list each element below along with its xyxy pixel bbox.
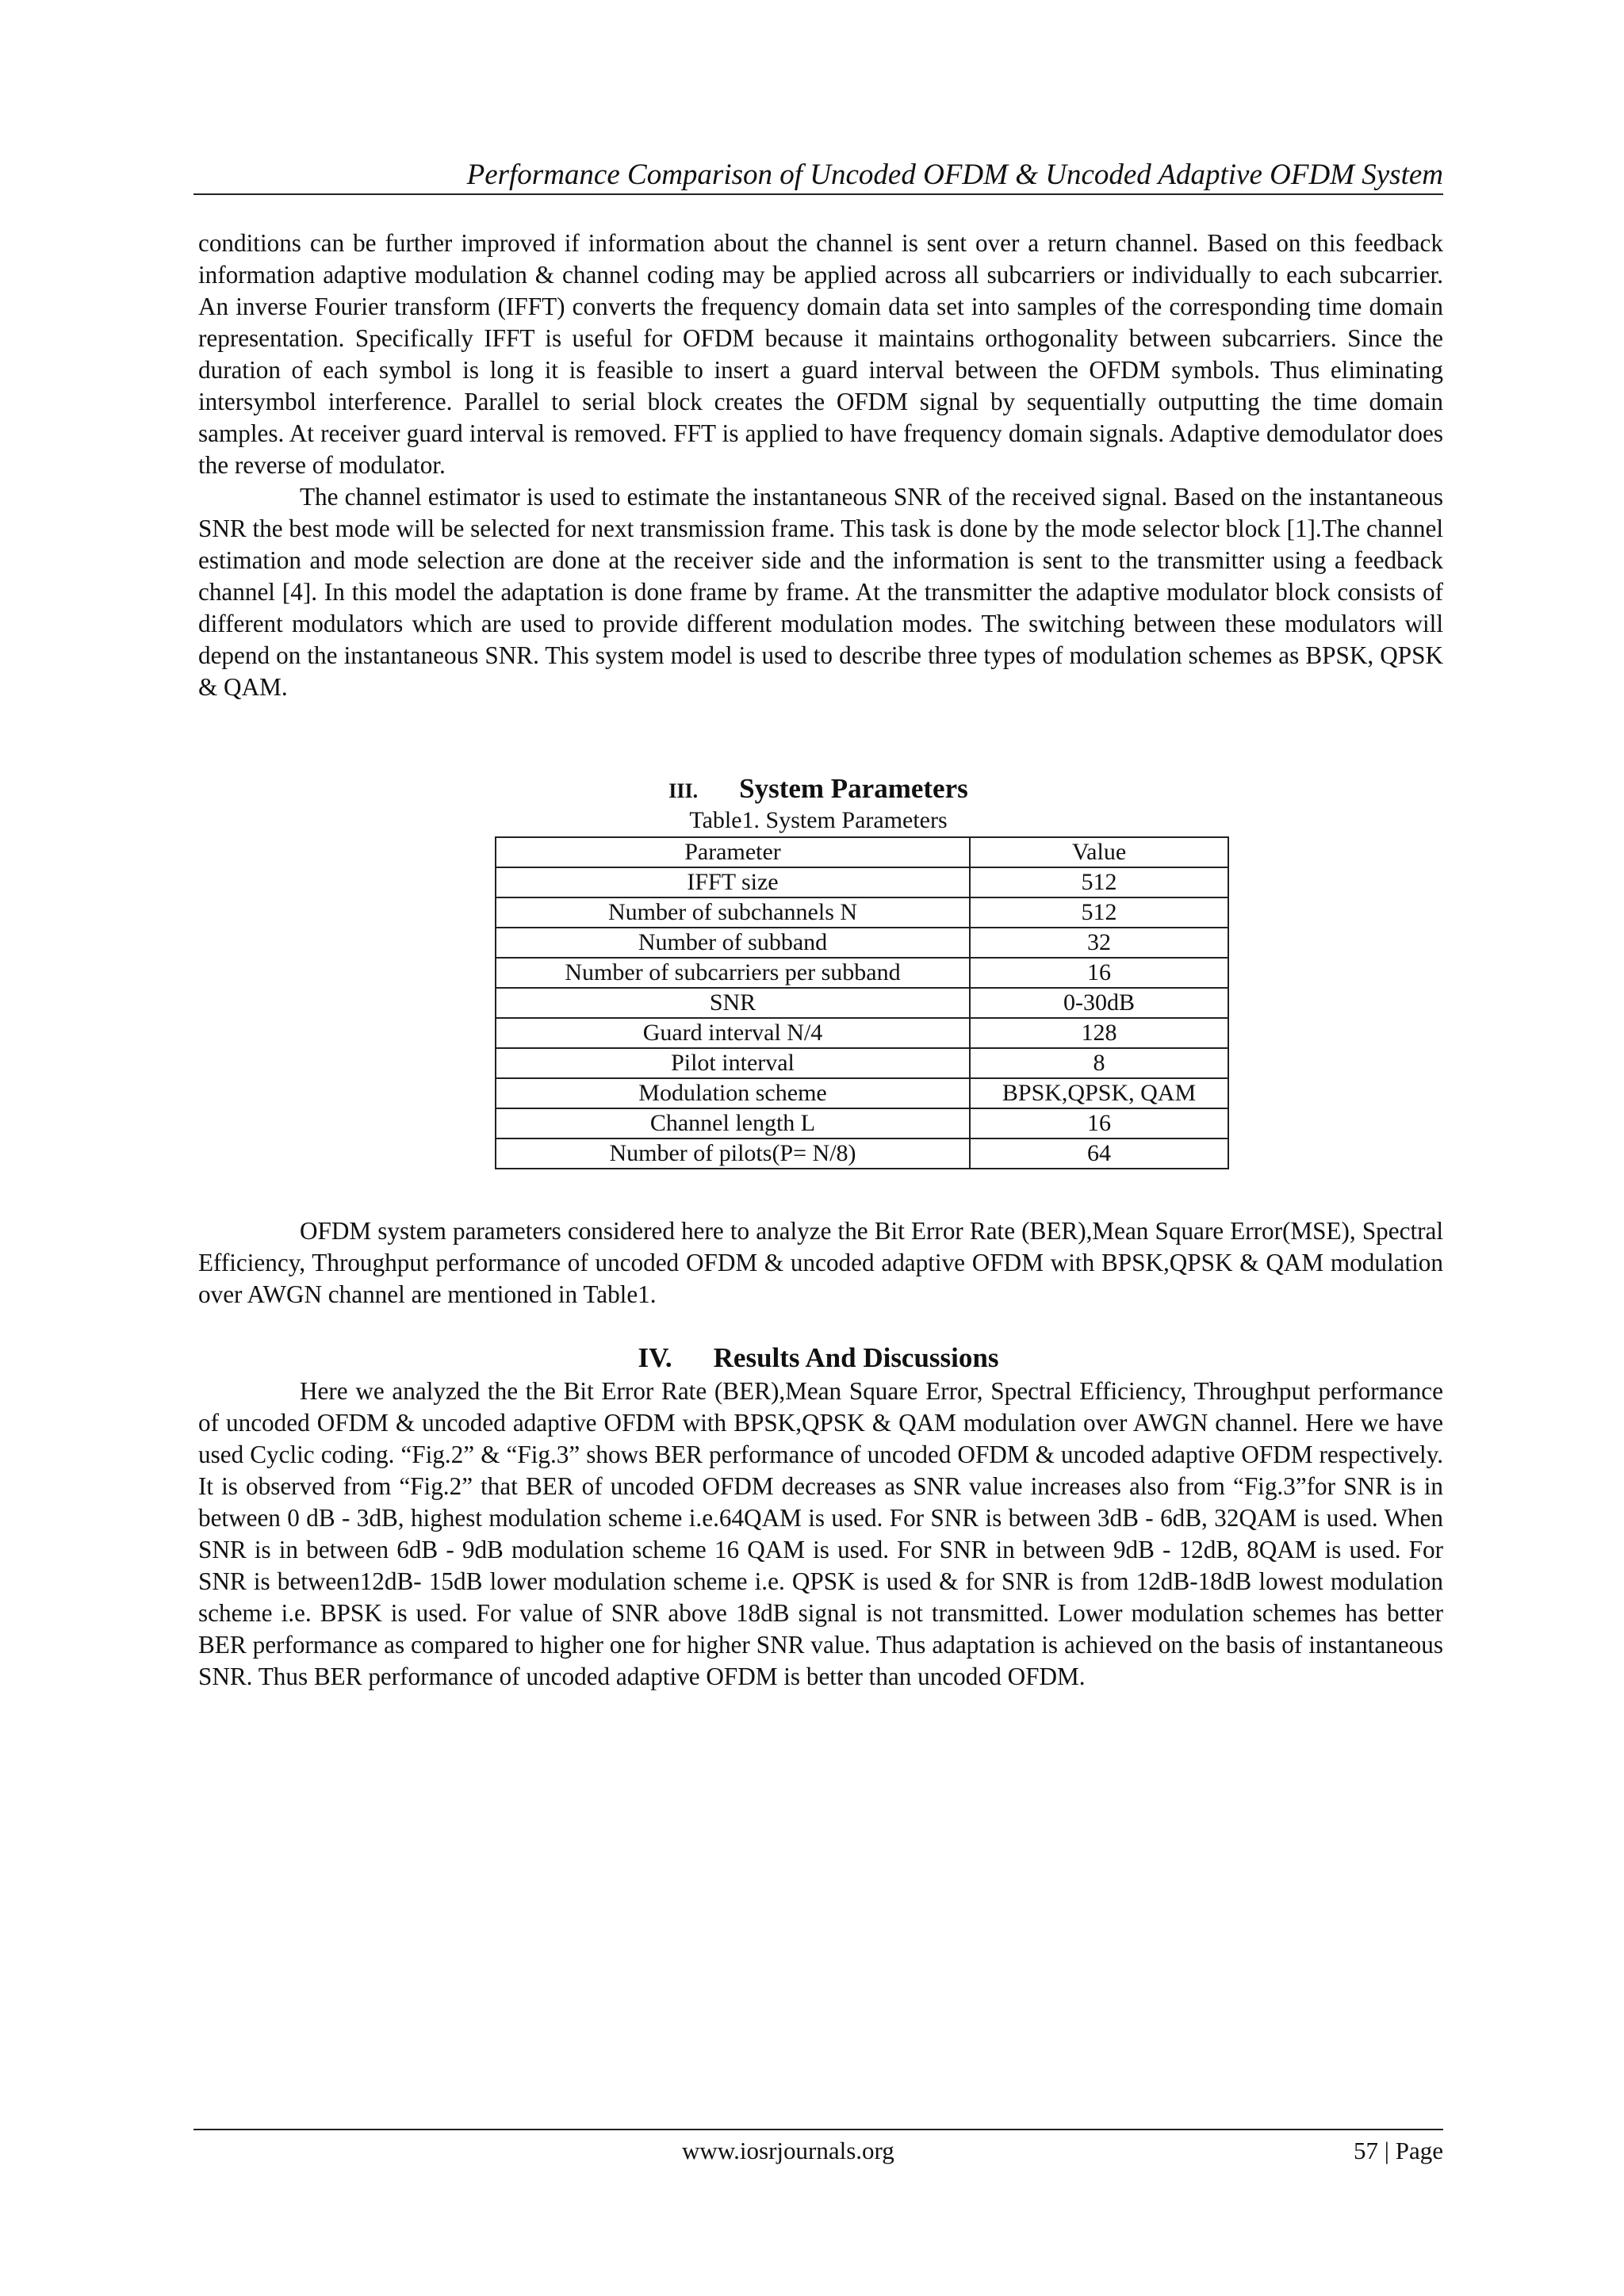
paragraph-3: OFDM system parameters considered here to analyze the Bit Error Rate (BER),Mean Square Error(MSE), Spectral Efficiency, Throughput performance of uncoded OFDM & uncoded adaptive OFDM with BPSK,QPSK & QAM modulation over AWGN channel are mentioned in Table1. [198, 1217, 1443, 1308]
table-cell-value: 16 [970, 1108, 1228, 1138]
footer-url: www.iosrjournals.org [682, 2137, 894, 2164]
table-row [496, 1018, 1228, 1048]
table-cell-value: 512 [970, 897, 1228, 928]
paragraph-1: conditions can be further improved if information about the channel is sent over a return channel. Based on this feedback information adaptive modulation & channel coding may be applied across all subcarriers or individually to each subcarrier. An inverse Fourier transform (IFFT) converts the frequency domain data set into samples of the corresponding time domain representation. Specifically IFFT is useful for OFDM because it maintains orthogonality between subcarriers. Since the duration of each symbol is long it is feasible to insert a guard interval between the OFDM symbols. Thus eliminating intersymbol interference. Parallel to serial block creates the OFDM signal by sequentially outputting the time domain samples. At receiver guard interval is removed. FFT is applied to have frequency domain signals. Adaptive demodulator does the reverse of modulator. [198, 229, 1443, 479]
table-cell-value: 0-30dB [970, 988, 1228, 1018]
table-cell-value: 128 [970, 1018, 1228, 1048]
header-rule [193, 193, 1443, 195]
table-row [496, 867, 1228, 897]
table-row [496, 1138, 1228, 1169]
table-cell-parameter: Number of subcarriers per subband [496, 958, 970, 988]
table-cell-value: 512 [970, 867, 1228, 897]
table-cell-parameter: IFFT size [496, 867, 970, 897]
page-number: 57 | Page [1354, 2137, 1443, 2164]
table-description [198, 1215, 1443, 1311]
results-body [198, 1376, 1443, 1693]
table-caption: Table1. System Parameters [689, 807, 948, 833]
paragraph-2: The channel estimator is used to estimate the instantaneous SNR of the received signal. Based on the instantaneous SNR the best mode will be selected for next transmission frame. This task is done by the mode selector block [1].The channel estimation and mode selection are done at the receiver side and the information is sent to the transmitter using a feedback channel [4]. In this model the adaptation is done frame by frame. At the transmitter the adaptive modulator block consists of different modulators which are used to provide different modulation modes. The switching between these modulators will depend on the instantaneous SNR. This system model is used to describe three types of modulation schemes as BPSK, QPSK & QAM. [198, 483, 1443, 701]
footer-rule [193, 2129, 1443, 2130]
section-title: System Parameters [739, 773, 968, 804]
table-cell-value: 8 [970, 1048, 1228, 1078]
table-cell-value: 64 [970, 1138, 1228, 1169]
table-cell-parameter: Channel length L [496, 1108, 970, 1138]
table-header-cell: Value [970, 837, 1228, 867]
table-cell-value: 16 [970, 958, 1228, 988]
table-cell-parameter: SNR [496, 988, 970, 1018]
table-header-cell: Parameter [496, 837, 970, 867]
table-cell-parameter: Modulation scheme [496, 1078, 970, 1108]
table-cell-parameter: Pilot interval [496, 1048, 970, 1078]
table-row [496, 897, 1228, 928]
table-row [496, 958, 1228, 988]
section2-continuation [198, 228, 1443, 703]
section-number: III. [668, 779, 699, 802]
section-heading-system-parameters [193, 773, 1443, 807]
running-header: Performance Comparison of Uncoded OFDM & Uncoded Adaptive OFDM System [466, 159, 1443, 191]
table-header-row [496, 837, 1228, 867]
table-cell-parameter: Number of pilots(P= N/8) [496, 1138, 970, 1169]
table-row [496, 1048, 1228, 1078]
section-heading-results [193, 1342, 1443, 1374]
table-cell-parameter: Number of subband [496, 928, 970, 958]
section-title: Results And Discussions [713, 1342, 999, 1373]
table-row [496, 1108, 1228, 1138]
section-number: IV. [638, 1342, 672, 1373]
table-row [496, 928, 1228, 958]
table-row [496, 1078, 1228, 1108]
table-cell-parameter: Number of subchannels N [496, 897, 970, 928]
table-cell-value: BPSK,QPSK, QAM [970, 1078, 1228, 1108]
paragraph-4: Here we analyzed the the Bit Error Rate (BER),Mean Square Error, Spectral Efficiency, Throughput performance of uncoded OFDM & uncoded adaptive OFDM with BPSK,QPSK & QAM modulation over AWGN channel. Here we have used Cyclic coding. “Fig.2” & “Fig.3” shows BER performance of uncoded OFDM & uncoded adaptive OFDM respectively. It is observed from “Fig.2” that BER of uncoded OFDM decreases as SNR value increases also from “Fig.3”for SNR is in between 0 dB - 3dB, highest modulation scheme i.e.64QAM is used. For SNR is between 3dB - 6dB, 32QAM is used. When SNR is in between 6dB - 9dB modulation scheme 16 QAM is used. For SNR in between 9dB - 12dB, 8QAM is used. For SNR is between12dB- 15dB lower modulation scheme i.e. QPSK is used & for SNR is from 12dB-18dB lowest modulation scheme i.e. BPSK is used. For value of SNR above 18dB signal is not transmitted. Lower modulation schemes has better BER performance as compared to higher one for higher SNR value. Thus adaptation is achieved on the basis of instantaneous SNR. Thus BER performance of uncoded adaptive OFDM is better than uncoded OFDM. [198, 1377, 1443, 1690]
table-row [496, 988, 1228, 1018]
system-parameters-table [495, 836, 1229, 1169]
table-cell-parameter: Guard interval N/4 [496, 1018, 970, 1048]
table-cell-value: 32 [970, 928, 1228, 958]
